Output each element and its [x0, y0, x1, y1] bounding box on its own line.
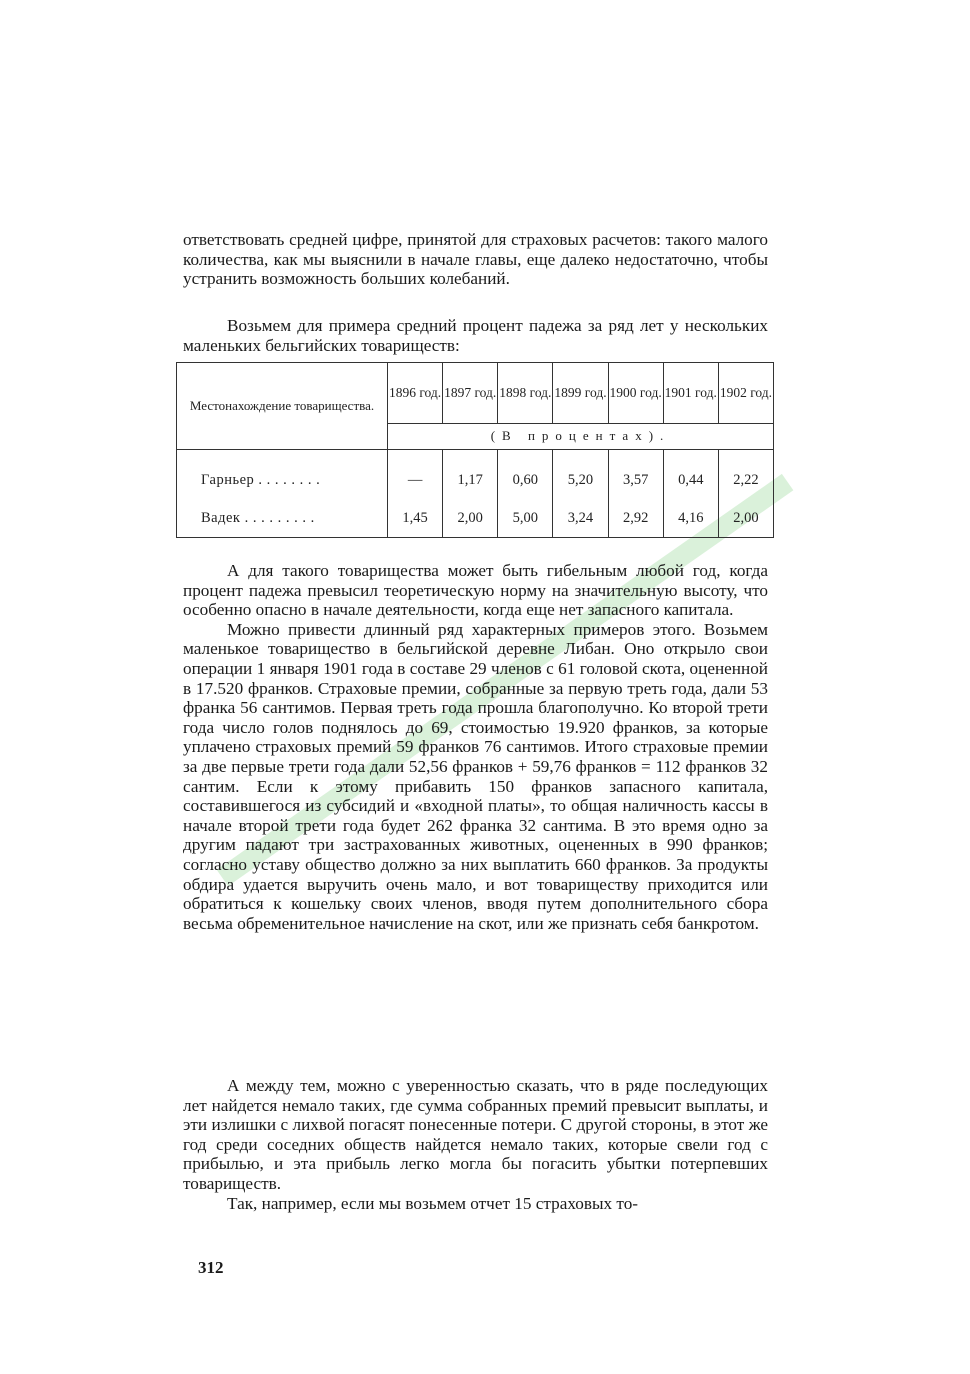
table-cell: 1,17 [443, 461, 498, 499]
table-cell: 2,22 [718, 461, 773, 499]
table-cell: 0,60 [498, 461, 553, 499]
body-text-block [183, 561, 768, 933]
year-header: 1900 год. [608, 363, 663, 424]
table-cell: 5,00 [498, 499, 553, 537]
table-row [177, 499, 774, 537]
page-number: 312 [198, 1258, 224, 1277]
table-cell: 1,45 [388, 499, 443, 537]
year-header: 1899 год. [553, 363, 608, 424]
year-header: 1901 год. [663, 363, 718, 424]
paragraph-text: Возьмем для примера средний процент падежа за ряд лет у нескольких маленьких бельгийских товариществ: [183, 316, 768, 355]
row-label: Гарньер . . . . . . . . [177, 461, 388, 499]
year-header: 1902 год. [718, 363, 773, 424]
paragraph-text: Так, например, если мы возьмем отчет 15 страховых то- [227, 1193, 639, 1213]
year-header: 1898 год. [498, 363, 553, 424]
mortality-table [176, 362, 774, 538]
table-row [177, 461, 774, 499]
table-cell: 4,16 [663, 499, 718, 537]
table-cell: 5,20 [553, 461, 608, 499]
table-spacer [177, 449, 774, 461]
paragraph-continuation [183, 230, 768, 289]
table-cell: 2,00 [718, 499, 773, 537]
table-header-row [177, 363, 774, 424]
paragraph-text: А между тем, можно с уверенностью сказать, что в ряде последующих лет найдется немало таких, где сумма собранных премий превысит выплаты, и эти излишки с лихвой погасят понесенные потери. С другой стороны, в этот же год среди соседних обществ найдется немало таких, которые свели год с прибылью, и эта прибыль легко могла бы погасить убытки потерпевших товариществ. [183, 1076, 768, 1193]
table-cell: 2,92 [608, 499, 663, 537]
paragraph-text: А для такого товарищества может быть гибельным любой год, когда процент падежа превысил теоретическую норму на значительную высоту, что особенно опасно в начале деятельности, когда еще нет запасного капитала. [183, 561, 768, 620]
year-header: 1897 год. [443, 363, 498, 424]
unit-label: (В процентах). [388, 423, 774, 449]
paragraph-text: ответствовать средней цифре, принятой для страховых расчетов: такого малого количества, как мы выяснили в начале главы, еще далеко недостаточно, чтобы устранить возможность больших колебаний. [183, 230, 768, 289]
row-label: Вадек . . . . . . . . . [177, 499, 388, 537]
body-text-block-2 [183, 1076, 768, 1213]
table-cell: 3,57 [608, 461, 663, 499]
year-header: 1896 год. [388, 363, 443, 424]
table-cell: 2,00 [443, 499, 498, 537]
paragraph-text: Можно привести длинный ряд характерных примеров этого. Возьмем маленькое товарищество в бельгийской деревне Либан. Оно открыло свои операции 1 января 1901 года в составе 29 членов с 61 головой скота, оцененной в 17.520 франков. Страховые премии, собранные за первую треть года, дали 53 франка 56 сантимов. Первая треть года прошла благополучно. Ко второй трети года число голов поднялось до 69, стоимостью 19.920 франков, за которые уплачено страховых премий 59 франков 76 сантимов. Итого страховые премии за две первые трети года дали 52,56 франков + 59,76 франков = 112 франков 32 сантим. Если к этому прибавить 150 франков запасного капитала, составившегося из субсидий и «входной платы», то общая наличность кассы в начале второй трети года будет 262 франка 32 сантима. В это время одно за другим падают три застрахованных животных, оцененных в 990 франков; согласно уставу общество должно за них выплатить 660 франков. За продукты обдира удается выручить очень мало, и вот товариществу приходится или обратиться к кошельку своих членов, вводя путем дополнительного сбора весьма обременительное начисление на скот, или же признать себя банкротом. [183, 619, 768, 933]
paragraph-table-intro [183, 316, 768, 355]
table-cell: 3,24 [553, 499, 608, 537]
table-cell: — [388, 461, 443, 499]
location-header: Местонахождение товарищества. [177, 363, 388, 450]
table-cell: 0,44 [663, 461, 718, 499]
